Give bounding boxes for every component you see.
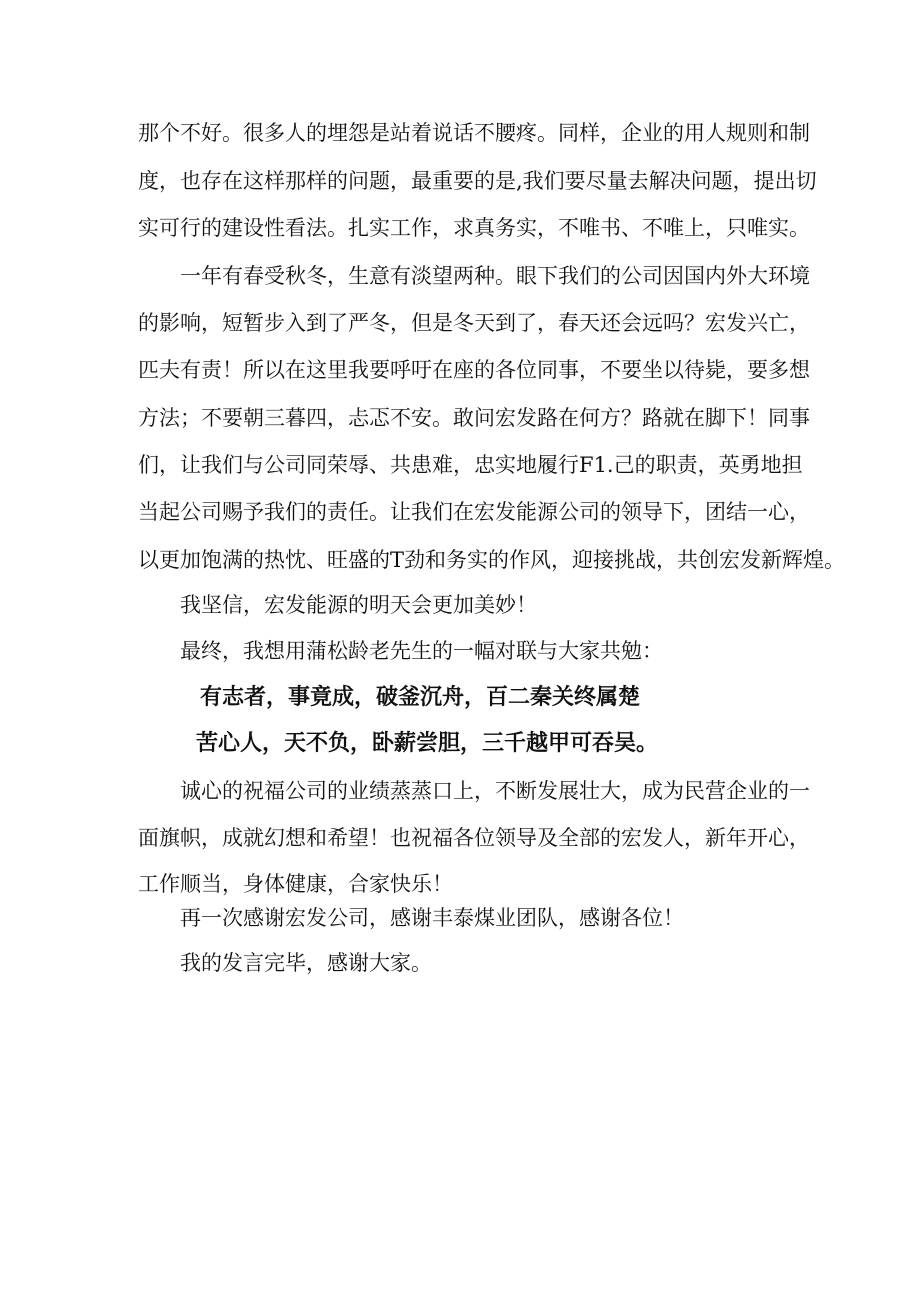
paragraph-line: 工作顺当，身体健康，合家快乐！ (138, 872, 453, 896)
paragraph-line: 实可行的建设性看法。扎实工作，求真务实，不唯书、不唯上，只唯实。 (138, 216, 810, 240)
paragraph-line: 再一次感谢宏发公司，感谢丰泰煤业团队，感谢各位！ (180, 906, 684, 930)
paragraph-line: 们，让我们与公司同荣辱、共患难，忠实地履行F1.己的职责，英勇地担 (138, 453, 803, 477)
paragraph-line: 诚心的祝福公司的业绩蒸蒸口上，不断发展壮大，成为民营企业的一 (180, 779, 810, 803)
paragraph-line: 匹夫有责！所以在这里我要呼吁在座的各位同事，不要坐以待毙，要多想 (138, 358, 810, 382)
paragraph-line: 以更加饱满的热忱、旺盛的T劲和务实的作风，迎接挑战，共创宏发新辉煌。 (138, 548, 846, 572)
paragraph-line: 度，也存在这样那样的问题，最重要的是,我们要尽量去解决问题，提出切 (138, 169, 817, 193)
paragraph-line: 最终，我想用蒲松龄老先生的一幅对联与大家共勉： (180, 639, 663, 663)
paragraph-line: 我坚信，宏发能源的明天会更加美妙！ (180, 593, 537, 617)
paragraph-line: 方法；不要朝三暮四，忐忑不安。敢问宏发路在何方？路就在脚下！同事 (138, 406, 810, 430)
paragraph-line: 的影响，短暂步入到了严冬，但是冬天到了，春天还会远吗？宏发兴亡， (138, 311, 810, 335)
couplet-line-second: 苦心人，天不负，卧薪尝胆，三千越甲可吞吴。 (196, 731, 659, 756)
couplet-line-first: 有志者，事竟成，破釜沉舟，百二秦关终属楚 (200, 685, 641, 710)
paragraph-line: 我的发言完毕，感谢大家。 (180, 951, 432, 975)
paragraph-line: 一年有春受秋冬，生意有淡望两种。眼下我们的公司因国内外大环境 (180, 264, 810, 288)
paragraph-line: 那个不好。很多人的埋怨是站着说话不腰疼。同样，企业的用人规则和制 (138, 121, 810, 145)
paragraph-line: 面旗帜，成就幻想和希望！也祝福各位领导及全部的宏发人，新年开心， (138, 826, 810, 850)
paragraph-line: 当起公司赐予我们的责任。让我们在宏发能源公司的领导下，团结一心， (138, 500, 810, 524)
